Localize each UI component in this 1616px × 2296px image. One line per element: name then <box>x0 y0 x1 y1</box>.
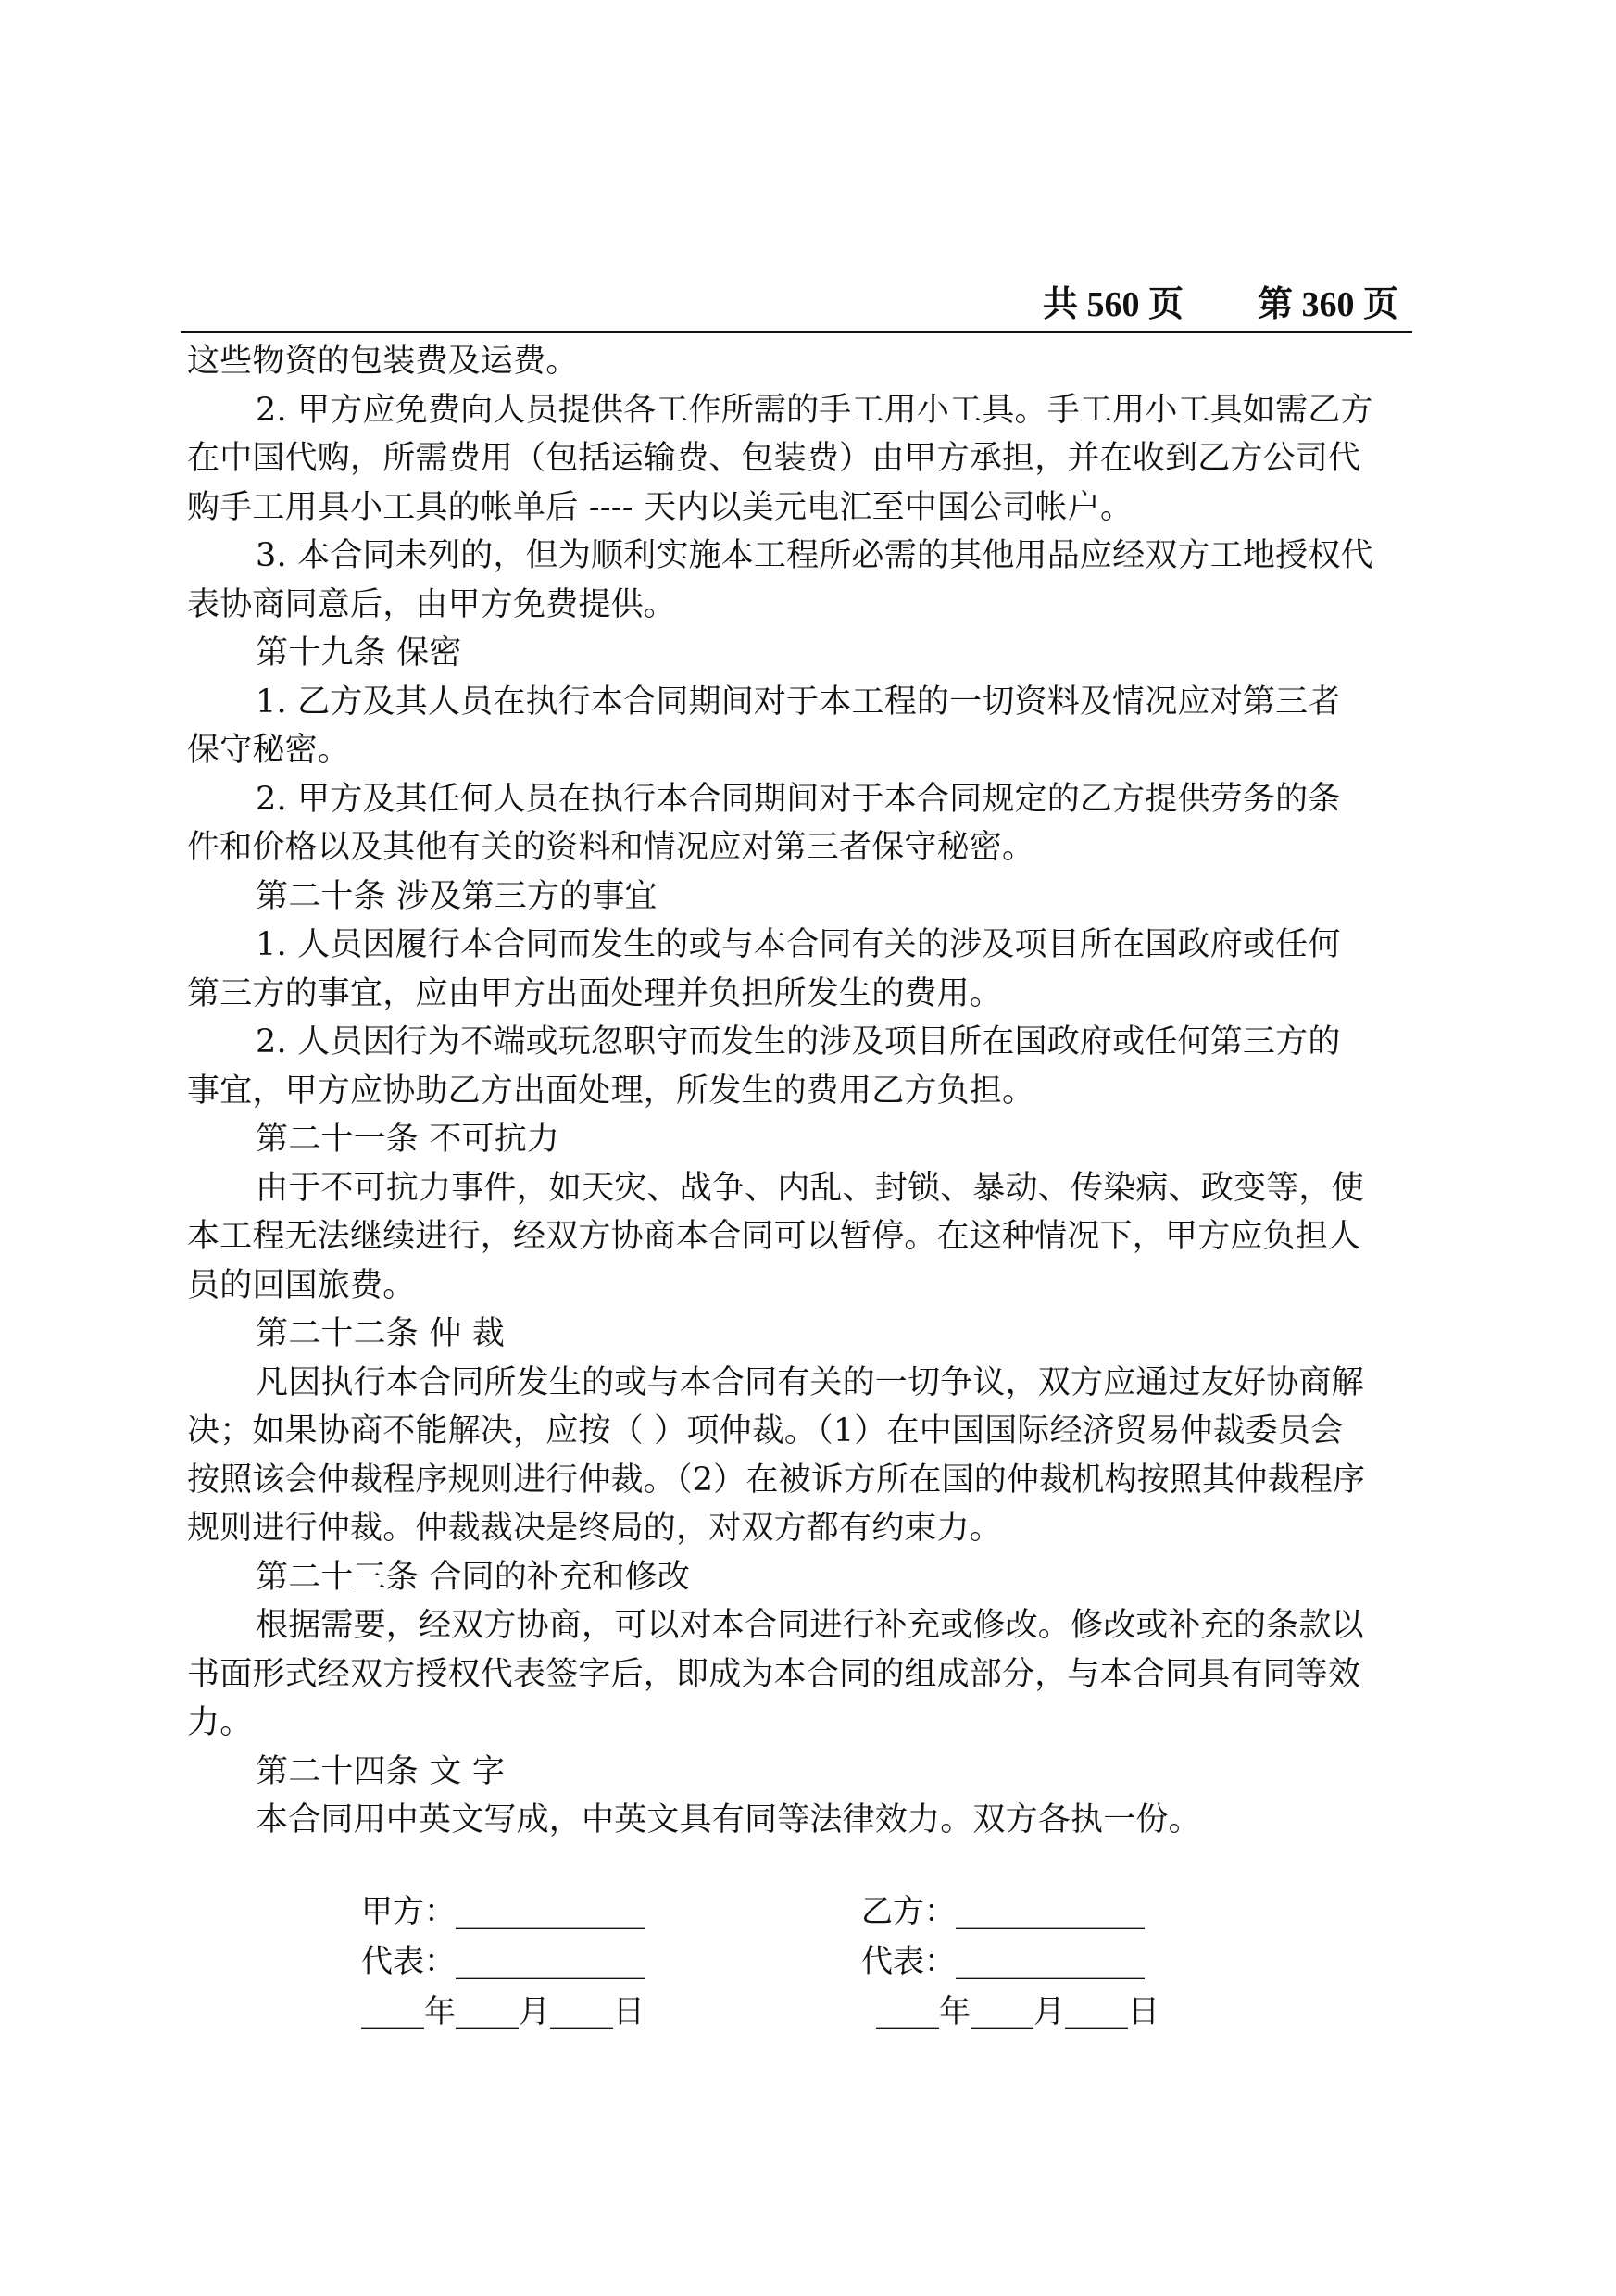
paragraph-line: 员的回国旅费。 <box>187 1266 416 1304</box>
party-b-signature: 乙方：____________ <box>861 1893 1145 1930</box>
party-b-representative: 代表：____________ <box>861 1943 1145 1980</box>
article-heading: 第二十条 涉及第三方的事宜 <box>256 877 658 915</box>
paragraph-line: 3. 本合同未列的，但为顺利实施本工程所必需的其他用品应经双方工地授权代 <box>256 537 1373 574</box>
paragraph-line: 决；如果协商不能解决，应按（ ）项仲裁。（1）在中国国际经济贸易仲裁委员会 <box>187 1412 1344 1449</box>
paragraph-line: 力。 <box>187 1704 253 1741</box>
party-a-representative: 代表：____________ <box>361 1943 645 1980</box>
paragraph-line: 由于不可抗力事件，如天灾、战争、内乱、封锁、暴动、传染病、政变等，使 <box>256 1169 1364 1207</box>
paragraph-line: 1. 乙方及其人员在执行本合同期间对于本工程的一切资料及情况应对第三者 <box>256 683 1341 721</box>
signature-block <box>361 1887 1287 2037</box>
paragraph-line: 第三方的事宜，应由甲方出面处理并负担所发生的费用。 <box>187 974 1003 1012</box>
paragraph-line: 本合同用中英文写成，中英文具有同等法律效力。双方各执一份。 <box>256 1801 1201 1838</box>
paragraph-line: 按照该会仲裁程序规则进行仲裁。（2）在被诉方所在国的仲裁机构按照其仲裁程序 <box>187 1461 1366 1499</box>
article-heading: 第二十四条 文 字 <box>256 1752 506 1790</box>
paragraph-line: 事宜，甲方应协助乙方出面处理，所发生的费用乙方负担。 <box>187 1072 1035 1110</box>
paragraph-line: 1. 人员因履行本合同而发生的或与本合同有关的涉及项目所在国政府或任何 <box>256 926 1341 963</box>
paragraph-line: 2. 甲方应免费向人员提供各工作所需的手工用小工具。手工用小工具如需乙方 <box>256 391 1373 429</box>
paragraph-line: 表协商同意后，由甲方免费提供。 <box>187 585 677 623</box>
paragraph-line: 在中国代购，所需费用（包括运输费、包装费）由甲方承担，并在收到乙方公司代 <box>187 440 1361 477</box>
paragraph-line: 凡因执行本合同所发生的或与本合同有关的一切争议，双方应通过友好协商解 <box>256 1363 1364 1401</box>
current-page: 第 360 页 <box>1257 285 1398 324</box>
party-b-date: ____年____月____日 <box>876 1993 1159 2030</box>
article-heading: 第二十二条 仲 裁 <box>256 1315 506 1352</box>
paragraph-line: 2. 甲方及其任何人员在执行本合同期间对于本合同规定的乙方提供劳务的条 <box>256 780 1341 818</box>
paragraph-line: 书面形式经双方授权代表签字后，即成为本合同的组成部分，与本合同具有同等效 <box>187 1655 1361 1693</box>
signature-row-party <box>361 1887 1287 1937</box>
paragraph-line: 根据需要，经双方协商，可以对本合同进行补充或修改。修改或补充的条款以 <box>256 1607 1364 1644</box>
page-header <box>181 282 1412 333</box>
paragraph-line: 保守秘密。 <box>187 732 351 769</box>
signature-row-representative <box>361 1937 1287 1987</box>
signature-row-date <box>361 1987 1287 2037</box>
paragraph-line: 本工程无法继续进行，经双方协商本合同可以暂停。在这种情况下，甲方应负担人 <box>187 1218 1361 1255</box>
total-pages: 共 560 页 <box>1042 285 1184 324</box>
party-a-signature: 甲方：____________ <box>361 1893 645 1930</box>
article-heading: 第十九条 保密 <box>256 634 462 671</box>
paragraph-line: 这些物资的包装费及运费。 <box>187 343 579 380</box>
article-heading: 第二十一条 不可抗力 <box>256 1121 560 1158</box>
paragraph-line: 件和价格以及其他有关的资料和情况应对第三者保守秘密。 <box>187 829 1035 866</box>
article-heading: 第二十三条 合同的补充和修改 <box>256 1558 690 1596</box>
paragraph-line: 购手工用具小工具的帐单后 ---- 天内以美元电汇至中国公司帐户。 <box>187 488 1134 526</box>
page-number-info <box>1043 282 1398 327</box>
contract-body <box>187 337 1437 1845</box>
paragraph-line: 规则进行仲裁。仲裁裁决是终局的，对双方都有约束力。 <box>187 1510 1003 1547</box>
party-a-date: ____年____月____日 <box>361 1993 645 2030</box>
paragraph-line: 2. 人员因行为不端或玩忽职守而发生的涉及项目所在国政府或任何第三方的 <box>256 1023 1341 1060</box>
